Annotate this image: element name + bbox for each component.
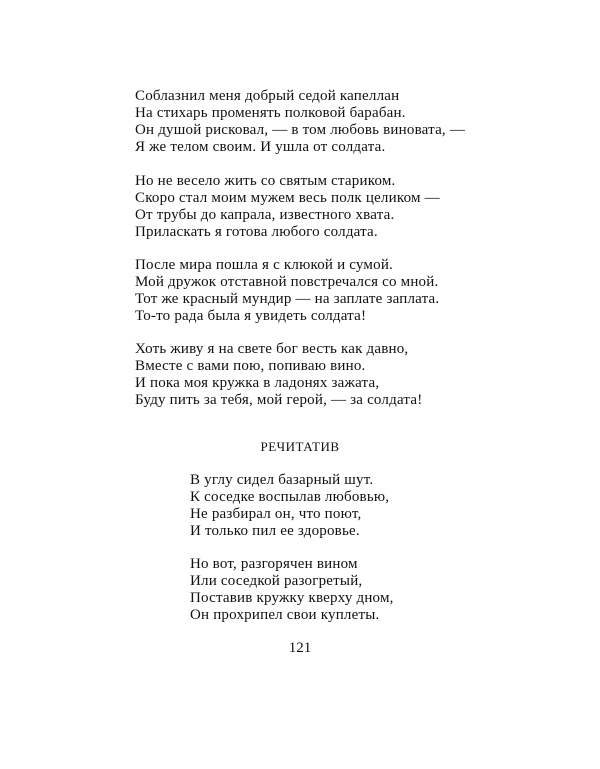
verse-line: На стихарь променять полковой барабан. (135, 105, 406, 121)
verse-line: Он прохрипел свои куплеты. (190, 607, 380, 623)
verse-line: От трубы до капрала, известного хвата. (135, 207, 395, 223)
verse-line: В углу сидел базарный шут. (190, 472, 374, 488)
verse-line: Он душой рисковал, — в том любовь виновата, — (135, 122, 466, 138)
verse-line: Мой дружок отставной повстречался со мной. (135, 274, 439, 290)
section-heading: РЕЧИТАТИВ (260, 439, 340, 454)
poem-stanza-2 (135, 173, 475, 241)
verse-line: То-то рада была я увидеть солдата! (135, 308, 367, 324)
verse-line: Я же телом своим. И ушла от солдата. (135, 139, 386, 155)
verse-line: Не разбирал он, что поют, (190, 506, 362, 522)
verse-line: Вместе с вами пою, попиваю вино. (135, 358, 366, 374)
verse-line: Но не весело жить со святым стариком. (135, 173, 396, 189)
poem-stanza-3 (135, 257, 475, 325)
verse-line: Но вот, разгорячен вином (190, 556, 358, 572)
verse-line: Или соседкой разогретый, (190, 573, 363, 589)
verse-line: Соблазнил меня добрый седой капеллан (135, 88, 400, 104)
verse-line: И пока моя кружка в ладонях зажата, (135, 375, 380, 391)
verse-line: Тот же красный мундир — на заплате заплата. (135, 291, 440, 307)
verse-line: Хоть живу я на свете бог весть как давно, (135, 341, 409, 357)
verse-line: После мира пошла я с клюкой и сумой. (135, 257, 394, 273)
verse-line: К соседке воспылав любовью, (190, 489, 390, 505)
poem-stanza-1 (135, 88, 475, 156)
recitative-stanza-2 (190, 556, 530, 624)
verse-line: Буду пить за тебя, мой герой, — за солдата! (135, 392, 423, 408)
verse-line: Приласкать я готова любого солдата. (135, 224, 378, 240)
verse-line: Скоро стал моим мужем весь полк целиком — (135, 190, 440, 206)
page-number: 121 (288, 640, 312, 656)
recitative-stanza-1 (190, 472, 530, 540)
poem-stanza-4 (135, 341, 475, 409)
verse-line: Поставив кружку кверху дном, (190, 590, 394, 606)
verse-line: И только пил ее здоровье. (190, 523, 360, 539)
